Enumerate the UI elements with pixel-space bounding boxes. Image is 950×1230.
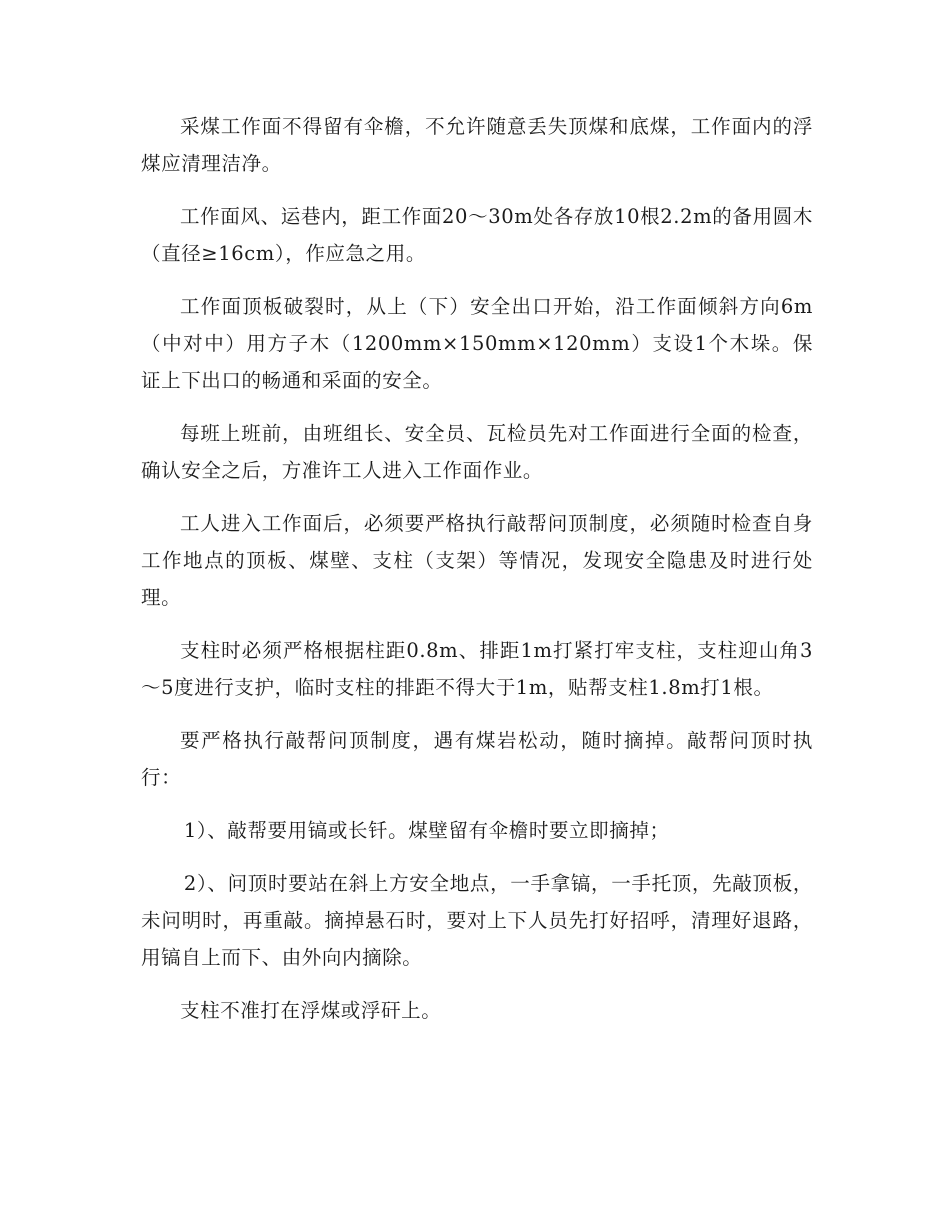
paragraph-5: 工人进入工作面后，必须要严格执行敲帮问顶制度，必须随时检查自身工作地点的顶板、煤壁、支柱（支架）等情况，发现安全隐患及时进行处理。 [141,512,813,609]
list-item-2: 2）、问顶时要站在斜上方安全地点，一手拿镐，一手托顶，先敲顶板，未问明时，再重敲。摘掉悬石时，要对上下人员先打好招呼，清理好退路，用镐自上而下、由外向内摘除。 [141,872,813,969]
paragraph-3: 工作面顶板破裂时，从上（下）安全出口开始，沿工作面倾斜方向6m（中对中）用方子木（1200mm×150mm×120mm）支设1个木垛。保证上下出口的畅通和采面的安全。 [141,295,813,392]
paragraph-1: 采煤工作面不得留有伞檐，不允许随意丢失顶煤和底煤，工作面内的浮煤应清理洁净。 [141,115,813,175]
paragraph-2: 工作面风、运巷内，距工作面20～30m处各存放10根2.2m的备用圆木（直径≥16cm），作应急之用。 [141,205,813,265]
paragraph-6: 支柱时必须严格根据柱距0.8m、排距1m打紧打牢支柱，支柱迎山角3～5度进行支护，临时支柱的排距不得大于1m，贴帮支柱1.8m打1根。 [141,639,813,699]
list-item-1: 1）、敲帮要用镐或长钎。煤壁留有伞檐时要立即摘掉； [183,819,670,842]
paragraph-4: 每班上班前，由班组长、安全员、瓦检员先对工作面进行全面的检查，确认安全之后，方准许工人进入工作面作业。 [141,422,813,482]
paragraph-7: 要严格执行敲帮问顶制度，遇有煤岩松动，随时摘掉。敲帮问顶时执行： [141,729,813,789]
paragraph-8: 支柱不准打在浮煤或浮矸上。 [180,999,442,1022]
document-body [141,108,813,1045]
